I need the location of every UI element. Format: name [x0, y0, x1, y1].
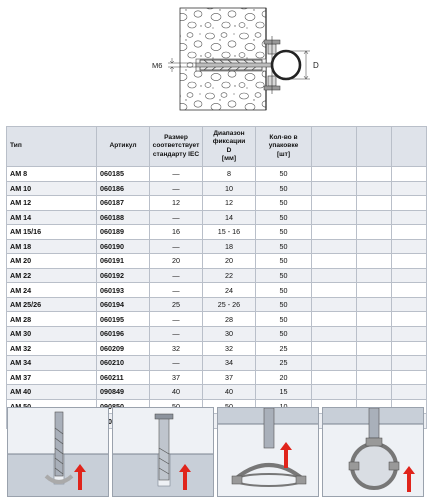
- cell-empty: [392, 210, 427, 225]
- cell-type: AM 34: [7, 356, 97, 371]
- cell-empty: [357, 210, 392, 225]
- cell-qty: 15: [256, 385, 312, 400]
- cell-type: AM 40: [7, 385, 97, 400]
- cell-range: 18: [203, 239, 256, 254]
- pipe-clip-closed-icon: [323, 408, 424, 497]
- cell-range: 20: [203, 254, 256, 269]
- cell-empty: [392, 254, 427, 269]
- cell-qty: 25: [256, 341, 312, 356]
- cell-size: 12: [150, 196, 203, 211]
- header-empty-2: [357, 127, 392, 167]
- table-row: [7, 210, 427, 225]
- table-row: [7, 297, 427, 312]
- cell-article: 060188: [97, 210, 150, 225]
- cell-empty: [357, 181, 392, 196]
- drill-icon: [8, 408, 109, 497]
- up-arrow-icon: [280, 442, 292, 468]
- cell-range: 30: [203, 327, 256, 342]
- cell-empty: [312, 268, 357, 283]
- header-qty-title: Кол-во в упаковке: [268, 134, 299, 150]
- step-3-mount-clip: [217, 407, 319, 497]
- header-range-title: Диапазон фиксации: [212, 130, 246, 146]
- cell-qty: 50: [256, 297, 312, 312]
- cell-empty: [312, 167, 357, 182]
- cell-size: 37: [150, 370, 203, 385]
- cell-type: AM 8: [7, 167, 97, 182]
- cell-article: 060209: [97, 341, 150, 356]
- cell-empty: [357, 327, 392, 342]
- cell-empty: [392, 297, 427, 312]
- cell-empty: [357, 283, 392, 298]
- table-header-row: [7, 127, 427, 167]
- cell-qty: 50: [256, 225, 312, 240]
- cell-type: AM 24: [7, 283, 97, 298]
- cell-article: 060185: [97, 167, 150, 182]
- header-article: Артикул: [97, 127, 150, 167]
- cell-qty: 50: [256, 181, 312, 196]
- mounting-diagram: [0, 0, 428, 118]
- cell-range: 40: [203, 385, 256, 400]
- cell-empty: [357, 196, 392, 211]
- cell-size: —: [150, 356, 203, 371]
- table-row: [7, 254, 427, 269]
- cell-article: 060194: [97, 297, 150, 312]
- cell-size: —: [150, 283, 203, 298]
- cell-empty: [312, 356, 357, 371]
- cell-empty: [357, 225, 392, 240]
- cell-empty: [392, 181, 427, 196]
- cell-empty: [392, 385, 427, 400]
- cell-empty: [357, 239, 392, 254]
- cell-empty: [312, 327, 357, 342]
- table-row: [7, 385, 427, 400]
- cell-empty: [392, 312, 427, 327]
- cell-article: 060195: [97, 312, 150, 327]
- cell-empty: [357, 385, 392, 400]
- cell-size: 40: [150, 385, 203, 400]
- cell-empty: [312, 196, 357, 211]
- table-row: [7, 370, 427, 385]
- cell-article: 060210: [97, 356, 150, 371]
- header-type: Тип: [7, 127, 97, 167]
- table-row: [7, 167, 427, 182]
- cell-type: AM 10: [7, 181, 97, 196]
- table-row: [7, 312, 427, 327]
- cell-qty: 50: [256, 239, 312, 254]
- cell-article: 060193: [97, 283, 150, 298]
- bolt-size-label: M6: [152, 61, 163, 70]
- cell-type: AM 14: [7, 210, 97, 225]
- cell-empty: [312, 181, 357, 196]
- cell-size: —: [150, 239, 203, 254]
- cell-range: 32: [203, 341, 256, 356]
- cell-range: 15 - 16: [203, 225, 256, 240]
- cell-size: 16: [150, 225, 203, 240]
- cell-type: AM 18: [7, 239, 97, 254]
- header-range-unit: [мм]: [221, 154, 237, 162]
- cell-empty: [392, 356, 427, 371]
- cell-qty: 50: [256, 196, 312, 211]
- cell-size: 20: [150, 254, 203, 269]
- header-qty-unit: [шт]: [276, 150, 291, 158]
- cell-article: 060191: [97, 254, 150, 269]
- header-empty-3: [392, 127, 427, 167]
- table-row: [7, 181, 427, 196]
- table-row: [7, 268, 427, 283]
- cell-range: 24: [203, 283, 256, 298]
- cell-empty: [392, 370, 427, 385]
- cell-article: 060186: [97, 181, 150, 196]
- cell-type: AM 28: [7, 312, 97, 327]
- cell-article: 060196: [97, 327, 150, 342]
- table-row: [7, 283, 427, 298]
- cell-empty: [392, 268, 427, 283]
- header-qty: [256, 127, 312, 167]
- cell-qty: 50: [256, 312, 312, 327]
- cell-empty: [392, 327, 427, 342]
- cell-qty: 20: [256, 370, 312, 385]
- cell-type: AM 12: [7, 196, 97, 211]
- cell-range: 8: [203, 167, 256, 182]
- cell-empty: [312, 341, 357, 356]
- anchor-insert-icon: [113, 408, 214, 497]
- cell-range: 12: [203, 196, 256, 211]
- cell-empty: [357, 254, 392, 269]
- cell-article: 060189: [97, 225, 150, 240]
- cell-empty: [312, 297, 357, 312]
- table-row: [7, 196, 427, 211]
- header-empty-1: [312, 127, 357, 167]
- table-row: [7, 356, 427, 371]
- cell-type: AM 32: [7, 341, 97, 356]
- cell-empty: [357, 167, 392, 182]
- cell-empty: [392, 341, 427, 356]
- cell-range: 14: [203, 210, 256, 225]
- cell-size: 25: [150, 297, 203, 312]
- cell-empty: [357, 356, 392, 371]
- cell-type: AM 15/16: [7, 225, 97, 240]
- cell-qty: 25: [256, 356, 312, 371]
- cell-qty: 50: [256, 268, 312, 283]
- step-1-drill: [7, 407, 109, 497]
- cell-article: 060187: [97, 196, 150, 211]
- cell-size: —: [150, 312, 203, 327]
- cell-qty: 50: [256, 167, 312, 182]
- cell-qty: 50: [256, 254, 312, 269]
- header-range-d: D: [226, 146, 232, 154]
- spec-table: [6, 126, 427, 429]
- cell-type: AM 25/26: [7, 297, 97, 312]
- cell-article: 090849: [97, 385, 150, 400]
- table-row: [7, 239, 427, 254]
- cell-size: —: [150, 327, 203, 342]
- cell-type: AM 20: [7, 254, 97, 269]
- header-size: Размер соответствует стандарту IEC: [150, 127, 203, 167]
- installation-steps: [7, 407, 425, 497]
- cell-empty: [392, 239, 427, 254]
- cell-empty: [357, 312, 392, 327]
- table-row: [7, 327, 427, 342]
- table-row: [7, 341, 427, 356]
- cell-empty: [312, 385, 357, 400]
- cell-empty: [312, 210, 357, 225]
- cell-empty: [392, 283, 427, 298]
- cell-type: AM 22: [7, 268, 97, 283]
- cell-range: 22: [203, 268, 256, 283]
- cell-range: 25 - 26: [203, 297, 256, 312]
- cell-empty: [357, 341, 392, 356]
- cell-size: —: [150, 167, 203, 182]
- cell-size: —: [150, 210, 203, 225]
- pipe-clip-mount-icon: [218, 408, 319, 497]
- cell-empty: [312, 254, 357, 269]
- cell-empty: [312, 283, 357, 298]
- cell-empty: [357, 370, 392, 385]
- cell-range: 10: [203, 181, 256, 196]
- cell-empty: [357, 268, 392, 283]
- cell-empty: [312, 239, 357, 254]
- header-range: [203, 127, 256, 167]
- cell-type: AM 37: [7, 370, 97, 385]
- cell-empty: [312, 370, 357, 385]
- cell-size: —: [150, 181, 203, 196]
- cell-empty: [392, 225, 427, 240]
- cell-empty: [357, 297, 392, 312]
- cell-size: —: [150, 268, 203, 283]
- cell-empty: [312, 225, 357, 240]
- table-row: [7, 225, 427, 240]
- up-arrow-icon: [403, 466, 415, 492]
- cell-article: 060190: [97, 239, 150, 254]
- cell-empty: [312, 312, 357, 327]
- cell-empty: [392, 196, 427, 211]
- cell-article: 060211: [97, 370, 150, 385]
- cell-empty: [392, 167, 427, 182]
- step-4-close-clip: [322, 407, 424, 497]
- cell-range: 34: [203, 356, 256, 371]
- cell-qty: 50: [256, 283, 312, 298]
- diameter-label: D: [313, 61, 319, 70]
- cell-qty: 50: [256, 210, 312, 225]
- cell-type: AM 30: [7, 327, 97, 342]
- cell-article: 060192: [97, 268, 150, 283]
- cell-range: 37: [203, 370, 256, 385]
- step-2-insert-anchor: [112, 407, 214, 497]
- cell-qty: 50: [256, 327, 312, 342]
- cell-size: 32: [150, 341, 203, 356]
- cell-range: 28: [203, 312, 256, 327]
- table-body: [7, 167, 427, 429]
